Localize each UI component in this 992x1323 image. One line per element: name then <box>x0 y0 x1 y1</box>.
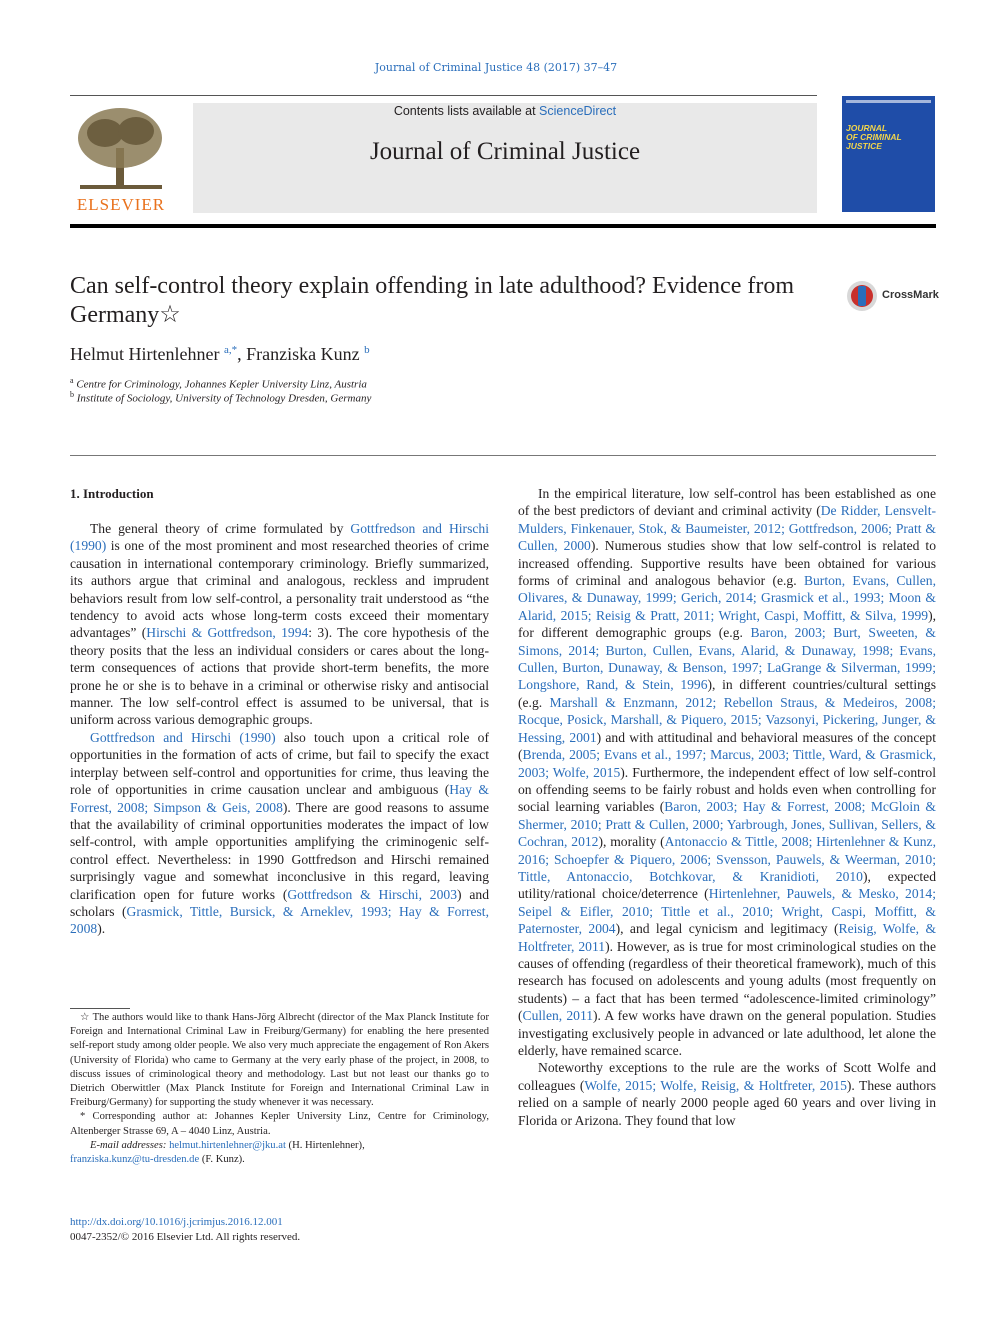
journal-citation[interactable]: Journal of Criminal Justice 48 (2017) 37–47 <box>374 61 618 74</box>
footnote-corresponding <box>70 1110 489 1138</box>
author-name: Helmut Hirtenlehner <box>70 344 220 364</box>
citation-link[interactable]: Marshall & Enzmann, 2012; Rebellon Straus, & Medeiros, 2008; Rocque, Posick, Marshall, & Piquero, 2015; Vazsonyi, Pickering, Junger, & Hessing, 2001 <box>518 694 936 745</box>
citation-link[interactable]: Wolfe, 2015; Wolfe, Reisig, & Holtfreter, 2015 <box>584 1077 847 1093</box>
text-run: ). <box>97 921 106 937</box>
citation-link[interactable]: Cullen, 2011 <box>522 1008 594 1024</box>
citation-link[interactable]: Hirschi & Gottfredson, 1994 <box>146 625 309 641</box>
paragraph <box>518 485 936 1059</box>
text-run: In the empirical literature, low self-control has been established as one of the best predictors of deviant and criminal activity ( <box>518 486 936 519</box>
doi-link[interactable]: http://dx.doi.org/10.1016/j.jcrimjus.2016.12.001 <box>70 1216 283 1228</box>
text-run: ). There are good reasons to assume that the availability of criminal opportunities moderates the impact of low self-control, with ample opportunities amplifying the criminogenic self-control effect. Nevertheless: in 1990 Gottfredson and Hirschi remained surprisingly vague and somewhat inconclusive in this regard, leaving clarification open for future works ( <box>70 799 489 902</box>
section-rule <box>70 455 936 456</box>
author-affiliation-marker[interactable]: a,* <box>223 344 238 356</box>
journal-title[interactable]: Journal of Criminal Justice <box>369 138 641 165</box>
text-run: ). However, as is true for most criminological studies on the causes of offending (regardless of their theoretical framework), much of this research has focused on adolescents and young adults (most frequently on students) – a fact that has been termed “adolescence-limited criminology” ( <box>518 938 936 1024</box>
cover-stripe <box>846 100 931 103</box>
citation-link[interactable]: Reisig, Wolfe, & Holtfreter, 2011 <box>518 921 937 954</box>
journal-cover[interactable] <box>842 96 935 212</box>
article-meta-footer <box>70 1215 300 1245</box>
article-title: Can self-control theory explain offending in late adulthood? Evidence from Germany☆ <box>70 273 794 328</box>
author-list <box>70 344 370 365</box>
affiliation-text: Centre for Criminology, Johannes Kepler University Linz, Austria <box>76 378 367 391</box>
text-run: ). A few works have drawn on the general population. Studies investigating exclusively people in advanced or late adulthood, let alone the elderly, have remained scarce. <box>518 1008 936 1058</box>
copyright: 0047-2352/© 2016 Elsevier Ltd. All rights reserved. <box>70 1231 301 1243</box>
left-column <box>70 520 489 938</box>
citation-link[interactable]: Burton, Evans, Cullen, Olivares, & Dunaway, 1999; Gerich, 2014; Grasmick et al., 1993; Moon & Alarid, 2015; Reisig & Pratt, 2011; Wright, Caspi, Moffitt, & Silva, 1999 <box>518 573 936 623</box>
text-run: ), for different demographic groups (e.g. <box>518 607 936 641</box>
citation-link[interactable]: Hay & Forrest, 2008; Simpson & Geis, 2008 <box>70 782 489 815</box>
email-owner: (H. Hirtenlehner), <box>285 1139 365 1151</box>
header-thick-rule <box>70 224 936 228</box>
affiliation-a <box>70 376 367 391</box>
contents-prefix: Contents lists available at <box>393 104 540 118</box>
text-run: ). Numerous studies show that low self-control is related to increased offending. Supportive results have been obtained for various forms of criminal and analogous behavior (e.g. <box>518 538 936 589</box>
footnotes <box>70 1011 489 1167</box>
affiliation-marker: a <box>70 376 74 385</box>
footnote-acknowledgement <box>70 1011 489 1110</box>
author-name: Franziska Kunz <box>246 344 360 364</box>
footnote-text: Corresponding author at: Johannes Kepler University Linz, Centre for Criminology, Altenberger Strasse 69, A – 4040 Linz, Austria. <box>70 1111 489 1137</box>
sciencedirect-link[interactable]: ScienceDirect <box>539 104 617 118</box>
affiliation-text: Institute of Sociology, University of Technology Dresden, Germany <box>76 392 372 405</box>
author-separator: , <box>237 344 247 364</box>
email-owner: (F. Kunz). <box>199 1154 245 1166</box>
footnote-emails <box>70 1139 489 1167</box>
citation-link[interactable]: Grasmick, Tittle, Bursick, & Arneklev, 1993; Hay & Forrest, 2008 <box>70 903 489 937</box>
text-run: ) and with attitudinal and behavioral measures of the concept ( <box>518 729 936 763</box>
text-run: ). These authors relied on a sample of nearly 2000 people aged 60 years and over living in Florida or Arizona. They found that low <box>518 1077 937 1128</box>
footnote-text: The authors would like to thank Hans-Jörg Albrecht (director of the Max Planck Institute for Foreign and International Criminal Law in Freiburg/Germany) for enabling the here presented self-report study among older people. We also very much appreciate the engagement of Ron Akers (University of Florida) who came to Germany at the very early phase of the project, in 2008, to discuss issues of criminological theory and methodology. Last but not least our thanks go to Dietrich Oberwittler (Max Planck Institute for Foreign and International Criminal Law in Freiburg/Germany) for supporting the study whenever it was necessary. <box>70 1012 489 1109</box>
text-run: ), expected utility/rational choice/deterrence ( <box>518 868 936 902</box>
citation-link[interactable]: Antonaccio & Tittle, 2008; Hirtenlehner & Kunz, 2016; Schoepfer & Piquero, 2006; Svensson, Pauwels, & Weerman, 2010; Tittle, Antonaccio, Botchkovar, & Kranidioti, 2010 <box>518 834 936 884</box>
header-rule <box>70 95 817 96</box>
crossmark-icon <box>846 280 878 312</box>
citation-link[interactable]: Gottfredson & Hirschi, 2003 <box>287 886 457 902</box>
affiliation-b <box>70 390 371 405</box>
affiliation-marker: b <box>70 390 74 399</box>
text-run: The general theory of crime formulated by <box>90 521 351 536</box>
crossmark-label: CrossMark <box>882 289 939 301</box>
text-run: also touch upon a critical role of opportunities in the formation of acts of crime, but fail to specify the exact interplay between self-control and opportunities for crime, thus leaving the role of opportunities in crime causation unclear and ambiguous ( <box>70 729 489 798</box>
footnote-marker: ☆ <box>80 1012 90 1023</box>
citation-link[interactable]: Gottfredson and Hirschi (1990) <box>90 729 276 745</box>
citation-link[interactable]: Baron, 2003; Burt, Sweeten, & Simons, 2014; Burton, Cullen, Evans, Alarid, & Dunaway, 1998; Evans, Cullen, Burton, Dunaway, & Benson, 1997; LaGrange & Silverman, 1999; Longshore, Rand, & Stein, 1996 <box>518 625 936 693</box>
elsevier-logo[interactable] <box>70 103 172 215</box>
contents-line <box>193 104 817 118</box>
paragraph <box>518 1059 936 1129</box>
right-column <box>518 485 936 1129</box>
section-heading: 1. Introduction <box>70 486 154 501</box>
citation-link[interactable]: Gottfredson and Hirschi (1990) <box>70 521 489 554</box>
citation-link[interactable]: De Ridder, Lensvelt-Mulders, Finkenauer, Stok, & Baumeister, 2012; Gottfredson, 2006; Pratt & Cullen, 2000 <box>518 503 936 554</box>
publisher-name: ELSEVIER <box>76 195 166 214</box>
text-run: ), morality ( <box>598 834 665 850</box>
text-run: ) and scholars ( <box>70 886 489 919</box>
text-run: is one of the most prominent and most researched theories of crime causation in international contemporary criminology. Briefly summarized, its authors argue that criminal and analogous, reckless and imprudent behaviors result from low self-control, a personality trait understood as “the tendency to avoid acts whose long-term costs exceed their momentary advantages” ( <box>70 538 489 641</box>
email-label: E-mail addresses: <box>90 1139 167 1151</box>
footnote-marker: * <box>80 1111 86 1123</box>
cover-title: JOURNAL OF CRIMINAL JUSTICE <box>846 123 902 151</box>
footnote-rule <box>70 1008 130 1009</box>
paragraph <box>70 729 489 938</box>
citation-link[interactable]: Baron, 2003; Hay & Forrest, 2008; McGloin & Shermer, 2010; Pratt & Cullen, 2000; Yarbrough, Jones, Sullivan, Sellers, & Cochran, 2012 <box>518 799 936 850</box>
email-link[interactable]: helmut.hirtenlehner@jku.at <box>169 1139 286 1151</box>
author-affiliation-marker[interactable]: b <box>364 344 370 356</box>
text-run: ). Furthermore, the independent effect of low self-control on offending seems to be fairly robust and holds even when controlling for social learning variables ( <box>518 764 936 815</box>
paragraph <box>70 520 489 729</box>
text-run: ), in different countries/cultural settings (e.g. <box>518 677 936 710</box>
text-run: : 3). The core hypothesis of the theory posits that the less an individual considers or cares about the long-term consequences of actions that provide short-term benefits, the more prone he or she is to behave in a criminal or otherwise risky and antisocial manner. The low self-control effect is assumed to be universal, that is uniform across various demographic groups. <box>70 625 489 728</box>
text-run: Noteworthy exceptions to the rule are the works of Scott Wolfe and colleagues ( <box>518 1060 936 1093</box>
text-run: ), and legal cynicism and legitimacy ( <box>615 921 839 937</box>
citation-link[interactable]: Hirtenlehner, Pauwels, & Mesko, 2014; Seipel & Eifler, 2010; Tittle et al., 2010; Wright, Caspi, Moffitt, & Paternoster, 2004 <box>518 886 937 937</box>
citation-link[interactable]: Brenda, 2005; Evans et al., 1997; Marcus, 2003; Tittle, Ward, & Grasmick, 2003; Wolfe, 2015 <box>518 747 936 780</box>
email-link[interactable]: franziska.kunz@tu-dresden.de <box>70 1154 200 1166</box>
crossmark-badge[interactable] <box>846 280 939 312</box>
